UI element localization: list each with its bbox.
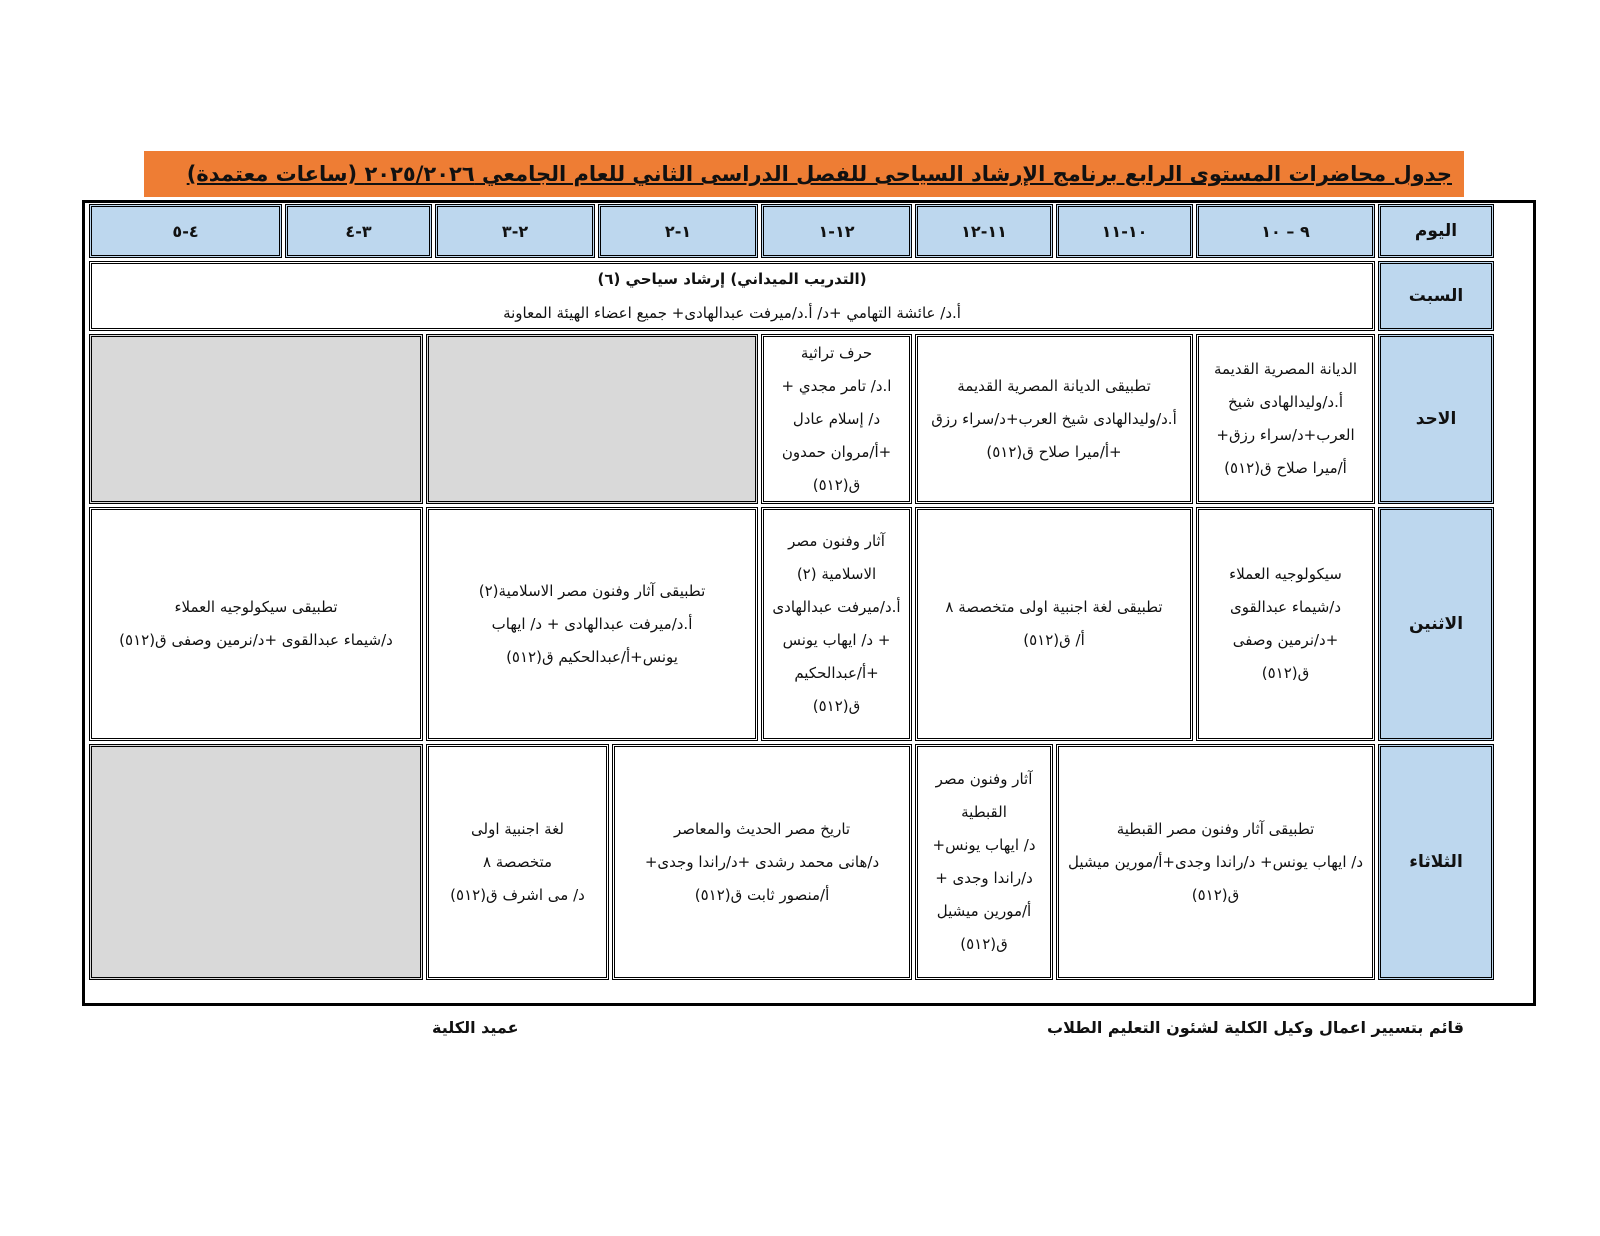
saturday-course: (التدريب الميداني) إرشاد سياحي (٦) bbox=[597, 270, 867, 288]
sunday-heritage-crafts bbox=[761, 334, 912, 504]
header-time-10-11: ١٠-١١ bbox=[1056, 204, 1193, 258]
tuesday-empty-slot bbox=[89, 744, 423, 980]
course-line: العرب+د/سراء رزق+ bbox=[1216, 426, 1355, 444]
header-time-1-2: ١-٢ bbox=[598, 204, 758, 258]
course-line: د/شيماء عبدالقوى bbox=[1229, 598, 1342, 616]
course-line: ق(٥١٢) bbox=[1191, 885, 1240, 904]
course-line: لغة اجنبية اولى bbox=[471, 819, 564, 838]
header-time-12-1: ١٢-١ bbox=[761, 204, 912, 258]
course-line: تطبيقى آثار وفنون مصر الاسلامية(٢) bbox=[478, 581, 706, 600]
course-line: +أ/مروان حمدون bbox=[781, 442, 892, 461]
course-line: آثار وفنون مصر bbox=[935, 770, 1033, 788]
course-line: سيكولوجيه العملاء bbox=[1229, 565, 1342, 583]
vice-dean-signature-label: قائم بتسيير اعمال وكيل الكلية لشئون التعليم الطلاب bbox=[1047, 1018, 1464, 1037]
document-title: جدول محاضرات المستوى الرابع برنامج الإرشاد السياحى للفصل الدراسى الثاني للعام الجامعي ٢٠٢٥/٢٠٢٦ (ساعات معتمدة) bbox=[186, 162, 1452, 186]
tuesday-coptic-art bbox=[915, 744, 1053, 980]
course-line: القبطية bbox=[961, 803, 1007, 821]
sunday-empty-slot bbox=[89, 334, 423, 504]
dean-signature-label: عميد الكلية bbox=[432, 1018, 519, 1037]
course-line: د/ إسلام عادل bbox=[792, 409, 881, 428]
course-line: آثار وفنون مصر bbox=[788, 532, 885, 550]
course-line: تطبيقى آثار وفنون مصر القبطية bbox=[1116, 819, 1315, 838]
course-line: أ/ميرا صلاح ق(٥١٢) bbox=[1224, 459, 1347, 477]
course-line: تطبيقى لغة اجنبية اولى متخصصة ٨ bbox=[945, 598, 1163, 616]
tuesday-coptic-art-practical bbox=[1056, 744, 1375, 980]
sunday-empty-slot bbox=[426, 334, 758, 504]
course-line: حرف تراثية bbox=[800, 343, 873, 362]
course-line: ق(٥١٢) bbox=[960, 935, 1008, 953]
header-time-3-4: ٣-٤ bbox=[285, 204, 432, 258]
header-time-4-5: ٤-٥ bbox=[89, 204, 282, 258]
course-line: أ.د/ميرفت عبدالهادى + د/ ايهاب bbox=[491, 614, 693, 633]
course-line: د/ ايهاب يونس+ bbox=[932, 836, 1036, 854]
saturday-staff: أ.د/ عائشة التهامي +د/ أ.د/ميرفت عبدالهادى+ جميع اعضاء الهيئة المعاونة bbox=[503, 304, 961, 322]
course-line: الديانة المصرية القديمة bbox=[1213, 360, 1358, 378]
row-day-tuesday: الثلاثاء bbox=[1378, 744, 1494, 980]
tuesday-modern-history bbox=[612, 744, 912, 980]
course-line: + د/ ايهاب يونس bbox=[782, 631, 891, 649]
course-line: أ/ ق(٥١٢) bbox=[1023, 631, 1085, 649]
course-line: +أ/ميرا صلاح ق(٥١٢) bbox=[986, 442, 1122, 461]
sunday-ancient-egyptian-religion bbox=[1196, 334, 1375, 504]
monday-islamic-art-practical bbox=[426, 507, 758, 741]
sunday-religion-practical bbox=[915, 334, 1193, 504]
course-line: +أ/عبدالحكيم bbox=[794, 664, 879, 682]
course-line: د/ ايهاب يونس+ د/راندا وجدى+أ/مورين ميشيل bbox=[1067, 852, 1364, 871]
course-line: ق(٥١٢) bbox=[1261, 664, 1310, 682]
course-line: يونس+أ/عبدالحكيم ق(٥١٢) bbox=[506, 647, 678, 666]
course-line: د/ مى اشرف ق(٥١٢) bbox=[450, 885, 585, 904]
header-day: اليوم bbox=[1378, 204, 1494, 258]
course-line: أ.د/ميرفت عبدالهادى bbox=[772, 598, 901, 616]
course-line: الاسلامية (٢) bbox=[796, 565, 877, 583]
course-line: أ.د/وليدالهادى شيخ bbox=[1227, 393, 1344, 411]
course-line: د/راندا وجدى + bbox=[935, 869, 1033, 887]
header-time-11-12: ١١-١٢ bbox=[915, 204, 1053, 258]
monday-psychology-practical bbox=[89, 507, 423, 741]
course-line: تطبيقى سيكولوجيه العملاء bbox=[174, 598, 338, 616]
course-line: ق(٥١٢) bbox=[812, 697, 861, 715]
schedule-table bbox=[82, 200, 1536, 1006]
saturday-field-training bbox=[89, 261, 1375, 331]
row-day-monday: الاثنين bbox=[1378, 507, 1494, 741]
course-line: متخصصة ٨ bbox=[482, 852, 553, 871]
course-line: ق(٥١٢) bbox=[812, 475, 861, 494]
title-bar bbox=[144, 151, 1464, 197]
monday-islamic-art bbox=[761, 507, 912, 741]
header-time-2-3: ٢-٣ bbox=[435, 204, 595, 258]
monday-customer-psychology bbox=[1196, 507, 1375, 741]
course-line: تاريخ مصر الحديث والمعاصر bbox=[673, 819, 851, 838]
course-line: أ/مورين ميشيل bbox=[936, 902, 1032, 920]
course-line: تطبيقى الديانة المصرية القديمة bbox=[957, 376, 1151, 395]
course-line: ا.د/ تامر مجدي + bbox=[781, 376, 892, 395]
row-day-sunday: الاحد bbox=[1378, 334, 1494, 504]
course-line: د/هانى محمد رشدى +د/راندا وجدى+ bbox=[644, 852, 880, 871]
tuesday-foreign-language bbox=[426, 744, 609, 980]
header-time-9-10: ٩ – ١٠ bbox=[1196, 204, 1375, 258]
row-day-saturday: السبت bbox=[1378, 261, 1494, 331]
course-line: +د/نرمين وصفى bbox=[1232, 631, 1339, 649]
course-line: أ/منصور ثابت ق(٥١٢) bbox=[694, 885, 830, 904]
course-line: أ.د/وليدالهادى شيخ العرب+د/سراء رزق bbox=[931, 409, 1177, 428]
course-line: د/شيماء عبدالقوى +د/نرمين وصفى ق(٥١٢) bbox=[119, 631, 393, 649]
monday-foreign-language-practical bbox=[915, 507, 1193, 741]
